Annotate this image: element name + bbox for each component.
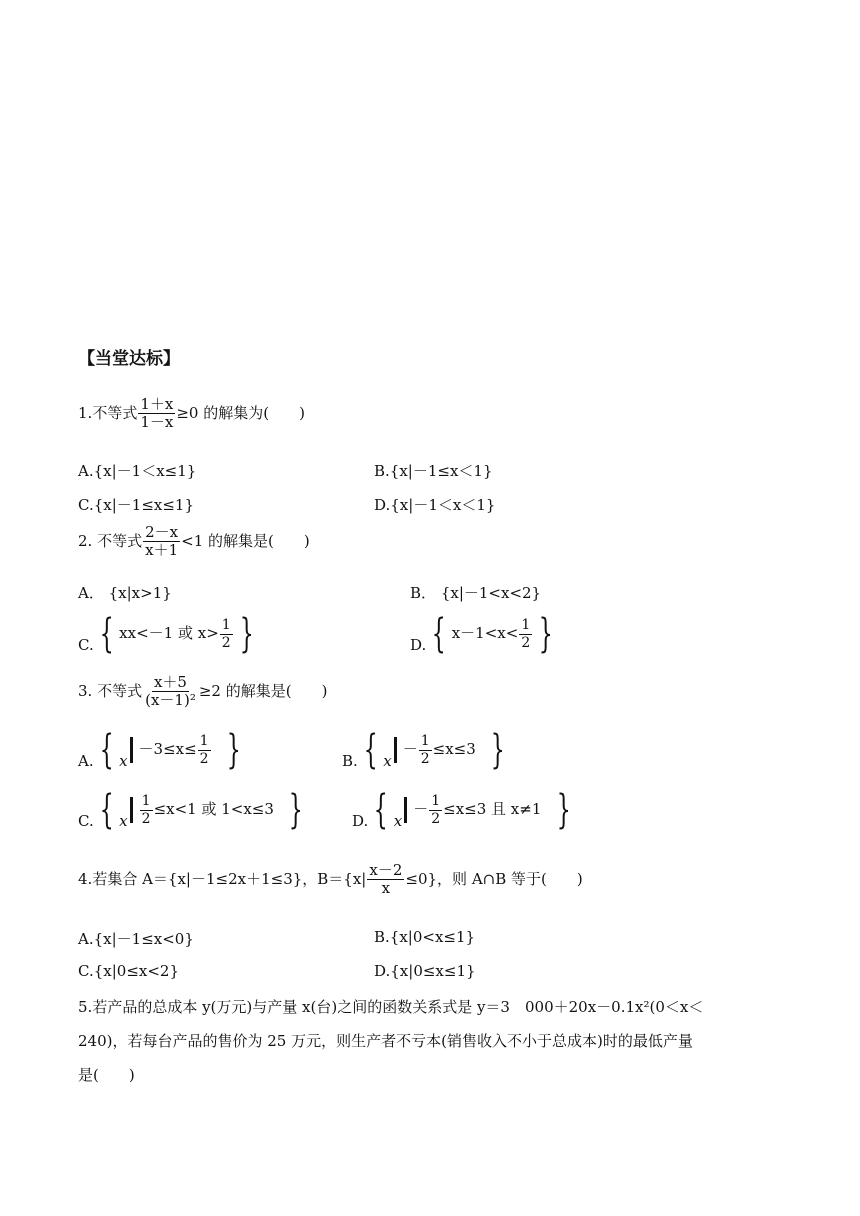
option-text: ≤x≤3 且 x≠1 — [443, 800, 542, 818]
set-bar — [130, 737, 133, 763]
right-brace: } — [491, 727, 506, 773]
option-label: B. — [342, 752, 358, 770]
option-label: C. — [78, 636, 94, 654]
fraction-denominator: 2 — [199, 750, 209, 767]
option-1c[interactable] — [78, 494, 194, 515]
question-prefix: 不等式 — [92, 403, 138, 422]
fraction-numerator: 2－x — [145, 523, 179, 541]
question-text: 若产品的总成本 y(万元)与产量 x(台)之间的函数关系式是 y＝3 000＋20x－0.1x²(0＜x＜ — [92, 998, 704, 1016]
option-text: －3≤x≤ — [138, 740, 197, 758]
question-suffix: ≤0}，则 A∩B 等于( ) — [405, 869, 583, 888]
fraction-denominator: 2 — [521, 634, 531, 651]
fraction-denominator: 2 — [420, 750, 430, 767]
option-text: {x|－1≤x≤1} — [93, 496, 195, 514]
fraction-numerator: 1 — [431, 793, 441, 810]
option-text: {x|－1＜x＜1} — [390, 496, 496, 514]
option-1d[interactable] — [374, 494, 495, 515]
option-label: A. — [78, 752, 94, 770]
question-number: 5. — [78, 998, 93, 1016]
option-text: {x|0≤x≤1} — [390, 962, 476, 980]
question-number: 1. — [78, 403, 93, 422]
left-brace: { — [99, 727, 114, 773]
option-label: B. — [374, 928, 390, 946]
fraction — [138, 396, 175, 432]
question-1 — [78, 396, 305, 432]
fraction-denominator: (x－1)² — [145, 691, 196, 710]
fraction-numerator: 1 — [141, 793, 151, 810]
option-text: － — [402, 740, 418, 758]
option-label: D. — [352, 812, 369, 830]
fraction-numerator: 1＋x — [140, 395, 174, 413]
fraction — [220, 617, 233, 650]
fraction-denominator: x — [381, 879, 391, 898]
section-title: 【当堂达标】 — [78, 349, 180, 369]
fraction-numerator: 1 — [521, 617, 531, 634]
option-label: C. — [78, 496, 94, 514]
option-text: ≤x<1 或 1<x≤3 — [153, 800, 274, 818]
fraction-denominator: 2 — [141, 810, 151, 827]
set-bar — [130, 797, 133, 823]
fraction-numerator: 1 — [420, 733, 430, 750]
left-brace: { — [99, 787, 114, 833]
fraction — [198, 733, 211, 766]
option-label: A. — [78, 930, 94, 948]
option-label: C. — [78, 812, 94, 830]
question-suffix: ≥0 的解集为( ) — [176, 403, 305, 422]
question-suffix: ≥2 的解集是( ) — [198, 681, 328, 700]
option-text: {x|0<x≤1} — [389, 928, 476, 946]
fraction-denominator: 2 — [221, 634, 231, 651]
fraction-numerator: 1 — [199, 733, 209, 750]
option-text: － — [413, 800, 429, 818]
option-text: x－1<x< — [451, 624, 519, 642]
option-2d[interactable] — [410, 611, 559, 657]
fraction-denominator: 2 — [431, 810, 441, 827]
option-label: D. — [410, 636, 427, 654]
option-4d[interactable] — [374, 962, 476, 980]
set-bar — [404, 797, 407, 823]
left-brace: { — [99, 611, 114, 657]
fraction — [143, 524, 180, 560]
question-number: 2. — [78, 531, 93, 550]
fraction — [140, 793, 153, 826]
fraction-denominator: x＋1 — [145, 541, 179, 560]
option-label: B． — [410, 584, 437, 602]
question-5-line-1 — [78, 996, 703, 1017]
option-label: D. — [374, 962, 391, 980]
option-text: {x|－1≤x＜1} — [389, 462, 493, 480]
right-brace: } — [556, 787, 571, 833]
option-text: {x|－1<x<2} — [440, 584, 542, 602]
right-brace: } — [226, 727, 241, 773]
option-label: B. — [374, 462, 390, 480]
option-3c[interactable] — [78, 787, 309, 833]
question-prefix: 若集合 A＝{x|－1≤2x＋1≤3}，B＝{x| — [92, 869, 367, 888]
question-prefix: 不等式 — [97, 531, 143, 550]
fraction-numerator: x－2 — [369, 861, 403, 879]
fraction-numerator: x＋5 — [153, 673, 187, 691]
set-bar — [394, 737, 397, 763]
question-2 — [78, 524, 310, 560]
option-1b[interactable] — [374, 460, 493, 481]
option-1a[interactable] — [78, 460, 196, 481]
fraction-denominator: 1－x — [140, 413, 174, 432]
set-variable: x — [383, 752, 392, 770]
option-3b[interactable] — [342, 727, 511, 773]
option-2b[interactable] — [410, 582, 541, 603]
option-text: {x|x>1} — [108, 584, 172, 602]
left-brace: { — [373, 787, 388, 833]
option-4c[interactable] — [78, 962, 179, 980]
right-brace: } — [239, 611, 254, 657]
question-suffix: <1 的解集是( ) — [181, 531, 310, 550]
question-number: 3. — [78, 681, 93, 700]
question-3 — [78, 674, 327, 710]
option-label: A. — [78, 462, 94, 480]
option-3a[interactable] — [78, 727, 247, 773]
question-4 — [78, 862, 583, 898]
question-5-line-3: 是( ) — [78, 1066, 135, 1084]
option-label: D. — [374, 496, 391, 514]
right-brace: } — [289, 787, 304, 833]
option-text: {x|－1≤x<0} — [93, 930, 194, 948]
option-text: {x|－1＜x≤1} — [93, 462, 197, 480]
right-brace: } — [538, 611, 553, 657]
fraction — [419, 733, 432, 766]
fraction — [367, 862, 404, 898]
question-5-line-2: 240)，若每台产品的售价为 25 万元，则生产者不亏本(销售收入不小于总成本)时的最低产量 — [78, 1032, 693, 1050]
option-text: ≤x≤3 — [432, 740, 476, 758]
set-variable: x — [119, 752, 128, 770]
option-text: {x|0≤x<2} — [93, 962, 180, 980]
set-variable: x — [393, 812, 403, 830]
fraction — [429, 793, 442, 826]
question-number: 4. — [78, 869, 93, 888]
option-4b[interactable] — [374, 928, 475, 946]
question-prefix: 不等式 — [97, 681, 143, 700]
left-brace: { — [431, 611, 446, 657]
option-2c[interactable] — [78, 611, 259, 657]
option-3d[interactable] — [352, 787, 576, 833]
fraction — [143, 674, 198, 710]
option-text: xx<－1 或 x> — [119, 624, 219, 642]
option-label: A． — [78, 584, 104, 602]
option-4a[interactable] — [78, 928, 194, 949]
fraction-numerator: 1 — [221, 617, 231, 634]
left-brace: { — [363, 727, 378, 773]
fraction — [519, 617, 532, 650]
option-2a[interactable] — [78, 582, 172, 603]
option-label: C. — [78, 962, 94, 980]
set-variable: x — [119, 812, 128, 830]
